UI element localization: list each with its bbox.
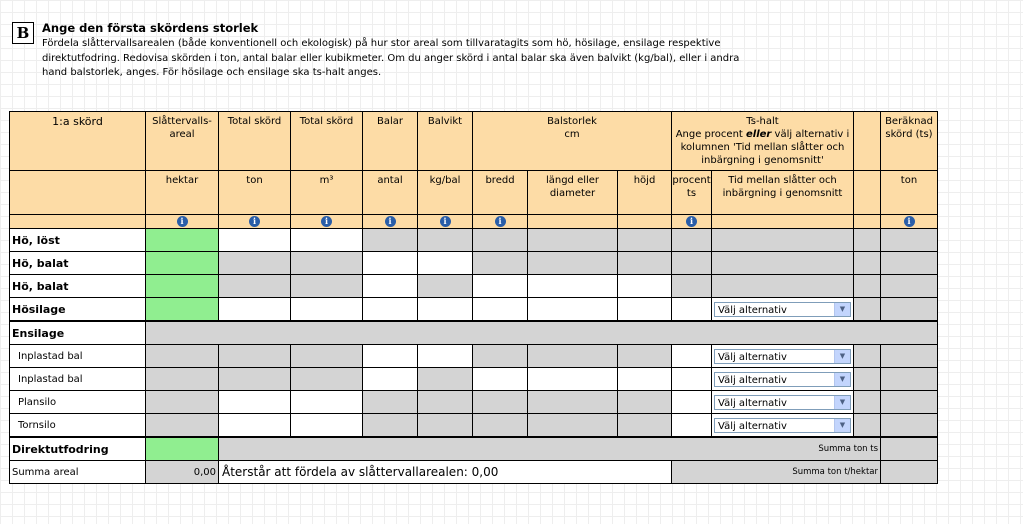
- unit-langd: längd eller diameter: [528, 171, 618, 215]
- header-total-skord-ton: Total skörd: [219, 112, 291, 171]
- hojd-input[interactable]: [618, 275, 672, 298]
- disabled-cell: [291, 275, 363, 298]
- chevron-down-icon[interactable]: ▼: [834, 419, 850, 432]
- disabled-cell: [712, 229, 854, 252]
- balvikt-input[interactable]: [418, 252, 473, 275]
- table-row: [10, 391, 938, 414]
- bredd-input[interactable]: [473, 298, 528, 322]
- summa-areal-value: 0,00: [146, 461, 219, 484]
- balvikt-input[interactable]: [418, 298, 473, 322]
- description-line: direktutfodring. Redovisa skörden i ton, antal balar eller kubikmeter. Om du anger skörd i antal balar ska även balvikt (kg/bal), eller i andra: [42, 52, 740, 64]
- disabled-cell: [473, 229, 528, 252]
- icon-cell: [712, 215, 854, 229]
- bredd-input[interactable]: [473, 368, 528, 391]
- row-label-inplastad-bal: Inplastad bal: [10, 345, 146, 368]
- tid-select-cell: [712, 298, 854, 322]
- row-label-ho-balat: Hö, balat: [10, 252, 146, 275]
- unit-bredd: bredd: [473, 171, 528, 215]
- unit-spacer: [854, 171, 881, 215]
- langd-input[interactable]: [528, 368, 618, 391]
- unit-hojd: höjd: [618, 171, 672, 215]
- icon-cell: [528, 215, 618, 229]
- row-label-ho-lost: Hö, löst: [10, 229, 146, 252]
- icon-cell: [146, 215, 219, 229]
- disabled-cell: [528, 229, 618, 252]
- disabled-cell: [473, 391, 528, 414]
- icon-cell: [881, 215, 938, 229]
- header-balstorlek: [473, 112, 672, 171]
- icon-cell: [219, 215, 291, 229]
- tid-select[interactable]: [714, 302, 851, 317]
- chevron-down-icon[interactable]: ▼: [834, 350, 850, 363]
- disabled-cell: [418, 414, 473, 438]
- info-icon[interactable]: i: [249, 216, 260, 227]
- disabled-cell: [291, 368, 363, 391]
- icon-cell: [291, 215, 363, 229]
- row-label-ensilage: Ensilage: [10, 321, 146, 345]
- disabled-cell: [672, 229, 712, 252]
- disabled-cell: [854, 368, 881, 391]
- table-row: [10, 368, 938, 391]
- section-title: Ange den första skördens storlek: [42, 21, 259, 35]
- disabled-cell: [219, 345, 291, 368]
- disabled-cell: [618, 345, 672, 368]
- tid-select[interactable]: [714, 418, 851, 433]
- disabled-cell: [473, 414, 528, 438]
- select-value: Välj alternativ: [718, 420, 787, 432]
- ts-halt-instruction: Ange procent eller välj alternativ i kolumnen 'Tid mellan slåtter och inbärgning i genomsnitt': [675, 129, 850, 166]
- disabled-cell: [881, 298, 938, 322]
- balstorlek-unit: cm: [564, 129, 580, 140]
- m3-input[interactable]: [291, 414, 363, 438]
- hojd-input[interactable]: [618, 298, 672, 322]
- header-spacer: [854, 112, 881, 171]
- disabled-cell: [881, 414, 938, 438]
- unit-m3: m³: [291, 171, 363, 215]
- select-value: Välj alternativ: [718, 351, 787, 363]
- disabled-cell: [473, 345, 528, 368]
- info-icon[interactable]: i: [495, 216, 506, 227]
- select-value: Välj alternativ: [718, 397, 787, 409]
- description-line: hand balstorlek, anges. För hösilage och ensilage ska ts-halt anges.: [42, 67, 382, 78]
- icon-cell: [473, 215, 528, 229]
- procent-input[interactable]: [672, 414, 712, 438]
- hojd-input[interactable]: [618, 368, 672, 391]
- disabled-cell: [881, 391, 938, 414]
- disabled-cell: [146, 321, 938, 345]
- procent-input[interactable]: [672, 368, 712, 391]
- disabled-cell: [618, 391, 672, 414]
- harvest-table: [9, 111, 938, 484]
- disabled-cell: [363, 391, 418, 414]
- ts-halt-title: Ts-halt: [746, 116, 779, 127]
- info-icon[interactable]: i: [321, 216, 332, 227]
- m3-input[interactable]: [291, 298, 363, 322]
- balar-input[interactable]: [363, 275, 418, 298]
- tid-select-cell: [712, 391, 854, 414]
- areal-input[interactable]: [146, 437, 219, 461]
- icon-cell: [854, 215, 881, 229]
- table-row: [10, 229, 938, 252]
- unit-tid: Tid mellan slåtter och inbärgning i genomsnitt: [712, 171, 854, 215]
- disabled-cell: [854, 414, 881, 438]
- disabled-cell: [363, 229, 418, 252]
- header-balvikt: Balvikt: [418, 112, 473, 171]
- disabled-cell: [418, 229, 473, 252]
- row-label-summa-areal: Summa areal: [10, 461, 146, 484]
- header-ts-halt: [672, 112, 854, 171]
- procent-input[interactable]: [672, 345, 712, 368]
- tid-select[interactable]: [714, 395, 851, 410]
- balar-input[interactable]: [363, 298, 418, 322]
- summa-ton-ts-value: [881, 437, 938, 461]
- disabled-cell: [219, 275, 291, 298]
- table-row: [10, 461, 938, 484]
- langd-input[interactable]: [528, 298, 618, 322]
- ton-input[interactable]: [219, 298, 291, 322]
- disabled-cell: [854, 229, 881, 252]
- disabled-cell: [146, 414, 219, 438]
- disabled-cell: [854, 298, 881, 322]
- table-row: [10, 298, 938, 322]
- header-total-skord-m3: Total skörd: [291, 112, 363, 171]
- disabled-cell: [618, 252, 672, 275]
- disabled-cell: [854, 252, 881, 275]
- procent-input[interactable]: [672, 391, 712, 414]
- disabled-cell: [672, 275, 712, 298]
- m3-input[interactable]: [291, 391, 363, 414]
- unit-procent: procent ts: [672, 171, 712, 215]
- info-icon[interactable]: i: [177, 216, 188, 227]
- disabled-cell: [528, 414, 618, 438]
- m3-input[interactable]: [291, 229, 363, 252]
- procent-input[interactable]: [672, 298, 712, 322]
- disabled-cell: [618, 229, 672, 252]
- areal-input[interactable]: [146, 229, 219, 252]
- disabled-cell: [712, 252, 854, 275]
- row-label-direktutfodring: Direktutfodring: [10, 437, 146, 461]
- table-row: [10, 414, 938, 438]
- info-icon[interactable]: i: [686, 216, 697, 227]
- icon-cell: [10, 215, 146, 229]
- info-icon[interactable]: i: [385, 216, 396, 227]
- disabled-cell: [363, 414, 418, 438]
- balvikt-input[interactable]: [418, 345, 473, 368]
- table-row: [10, 437, 938, 461]
- tid-select-cell: [712, 414, 854, 438]
- info-icon[interactable]: i: [904, 216, 915, 227]
- disabled-cell: [146, 368, 219, 391]
- header-skord: 1:a skörd: [10, 112, 146, 171]
- disabled-cell: [473, 252, 528, 275]
- disabled-cell: [219, 368, 291, 391]
- areal-input[interactable]: [146, 252, 219, 275]
- aterstar-message: Återstår att fördela av slåttervallarealen: 0,00: [219, 461, 672, 484]
- areal-input[interactable]: [146, 298, 219, 322]
- description-line: Fördela slåttervallsarealen (både konventionell och ekologisk) på hur stor areal som tillvaratagits som hö, hösilage, ensilage respektive: [42, 38, 721, 49]
- disabled-cell: [528, 391, 618, 414]
- disabled-cell: [291, 252, 363, 275]
- disabled-cell: [854, 275, 881, 298]
- balar-input[interactable]: [363, 252, 418, 275]
- header-areal: Slåttervalls-areal: [146, 112, 219, 171]
- summa-ton-ts-label: Summa ton ts: [219, 437, 881, 461]
- unit-hektar: hektar: [146, 171, 219, 215]
- disabled-cell: [219, 252, 291, 275]
- row-label-ho-balat: Hö, balat: [10, 275, 146, 298]
- unit-empty: [10, 171, 146, 215]
- section-description: [42, 37, 802, 81]
- header-balar: Balar: [363, 112, 418, 171]
- table-row: [10, 275, 938, 298]
- disabled-cell: [881, 275, 938, 298]
- unit-ton: ton: [219, 171, 291, 215]
- icon-cell: [363, 215, 418, 229]
- unit-kg-bal: kg/bal: [418, 171, 473, 215]
- row-label-plansilo: Plansilo: [10, 391, 146, 414]
- disabled-cell: [672, 252, 712, 275]
- disabled-cell: [881, 229, 938, 252]
- info-icon[interactable]: i: [440, 216, 451, 227]
- disabled-cell: [146, 345, 219, 368]
- tid-select-cell: [712, 368, 854, 391]
- chevron-down-icon[interactable]: ▼: [834, 303, 850, 316]
- disabled-cell: [854, 391, 881, 414]
- bredd-input[interactable]: [473, 275, 528, 298]
- disabled-cell: [528, 345, 618, 368]
- section-badge: B: [12, 22, 34, 44]
- disabled-cell: [881, 368, 938, 391]
- balar-input[interactable]: [363, 345, 418, 368]
- balstorlek-label: Balstorlek: [547, 116, 597, 127]
- row-label-tornsilo: Tornsilo: [10, 414, 146, 438]
- disabled-cell: [418, 391, 473, 414]
- disabled-cell: [881, 345, 938, 368]
- summa-ton-hektar-value: [881, 461, 938, 484]
- row-label-hosilage: Hösilage: [10, 298, 146, 322]
- chevron-down-icon[interactable]: ▼: [834, 373, 850, 386]
- table-row: [10, 345, 938, 368]
- disabled-cell: [854, 345, 881, 368]
- select-value: Välj alternativ: [718, 374, 787, 386]
- ton-input[interactable]: [219, 414, 291, 438]
- select-value: Välj alternativ: [718, 304, 787, 316]
- disabled-cell: [418, 275, 473, 298]
- tid-select[interactable]: [714, 349, 851, 364]
- tid-select-cell: [712, 345, 854, 368]
- disabled-cell: [712, 275, 854, 298]
- tid-select[interactable]: [714, 372, 851, 387]
- disabled-cell: [146, 391, 219, 414]
- areal-input[interactable]: [146, 275, 219, 298]
- disabled-cell: [418, 368, 473, 391]
- row-label-inplastad-bal: Inplastad bal: [10, 368, 146, 391]
- disabled-cell: [528, 252, 618, 275]
- unit-ton-ts: ton: [881, 171, 938, 215]
- disabled-cell: [618, 414, 672, 438]
- summa-ton-hektar-label: Summa ton t/hektar: [672, 461, 881, 484]
- icon-cell: [672, 215, 712, 229]
- disabled-cell: [881, 252, 938, 275]
- balar-input[interactable]: [363, 368, 418, 391]
- icon-cell: [618, 215, 672, 229]
- disabled-cell: [291, 345, 363, 368]
- icon-cell: [418, 215, 473, 229]
- table-row: [10, 252, 938, 275]
- table-row: [10, 321, 938, 345]
- unit-antal: antal: [363, 171, 418, 215]
- ton-input[interactable]: [219, 229, 291, 252]
- langd-input[interactable]: [528, 275, 618, 298]
- chevron-down-icon[interactable]: ▼: [834, 396, 850, 409]
- ton-input[interactable]: [219, 391, 291, 414]
- header-beraknad: Beräknad skörd (ts): [881, 112, 938, 171]
